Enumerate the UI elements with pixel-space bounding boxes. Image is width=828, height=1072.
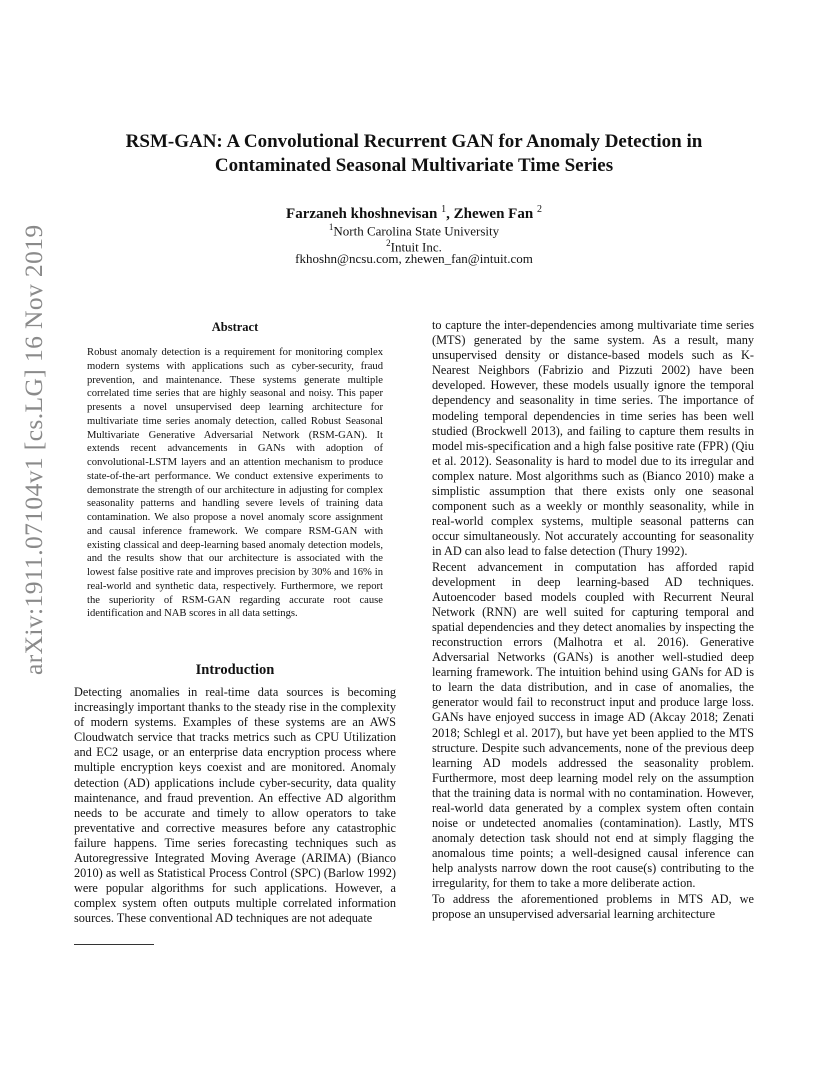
affiliation-name: Intuit Inc. xyxy=(390,239,442,255)
author-name: Zhewen Fan xyxy=(453,206,534,222)
paper-title xyxy=(100,130,728,178)
body-paragraph: to capture the inter-dependencies among multivariate time series (MTS) generated by the same system. As a result, many unsupervised density or distance-based models such as K-Nearest Neighbors (Fabrizio and Pizzuti 2002) have been developed. However, these models usually ignore the temporal dependency and seasonality in time series. The importance of modeling temporal dependencies in time series has been well studied (Brockwell 2013), and failing to capture them results in model mis-specification and a high false positive rate (FPR) (Qiu et al. 2012). Seasonality is hard to model due to its irregular and complex nature. Most algorithms such as (Bianco 2010) make a simplistic assumption that there exists only one seasonal component such as a weekly or monthly seasonality, while in real-world complex systems, multiple seasonal patterns can occur simultaneously. Not accurately accounting for seasonality in AD can also lead to false detection (Thury 1992). xyxy=(432,318,754,559)
author-emails: fkhoshn@ncsu.com, zhewen_fan@intuit.com xyxy=(295,251,533,266)
title-line-2: Contaminated Seasonal Multivariate Time Series xyxy=(214,155,614,176)
right-column xyxy=(432,318,754,922)
affiliation-name: North Carolina State University xyxy=(333,223,500,239)
abstract-heading: Abstract xyxy=(211,320,259,334)
introduction-heading: Introduction xyxy=(195,662,275,678)
affiliation-marker: 1 xyxy=(328,222,334,232)
author-name: Farzaneh khoshnevisan xyxy=(286,206,438,222)
author-separator: , xyxy=(446,206,454,222)
affiliation-marker: 1 xyxy=(441,204,447,215)
affiliation-marker: 2 xyxy=(536,204,542,215)
abstract-text: Robust anomaly detection is a requirement for monitoring complex modern systems with applications such as cyber-security, fraud prevention, and maintenance. These systems generate multiple correlated time series that are highly seasonal and noisy. This paper presents a novel unsupervised deep learning architecture for multivariate time series anomaly detection, called Robust Seasonal Multivariate Generative Adversarial Network (RSM-GAN). It extends recent advancements in GANs with adoption of convolutional-LSTM layers and an attention mechanism to produce state-of-the-art performance. We conduct extensive experiments to demonstrate the strength of our architecture in adjusting for complex seasonality patterns and handling severe levels of training data contamination. We also propose a novel anomaly score assignment and causal inference framework. We compare RSM-GAN with existing classical and deep-learning based anomaly detection models, and the results show that our architecture is associated with the lowest false positive rate and improves precision by 30% and 16% in real-world and synthetic data, respectively. Furthermore, we report the superiority of RSM-GAN regarding accurate root cause identification and NAB scores in all data settings. xyxy=(87,347,383,620)
affiliation-marker: 2 xyxy=(386,238,391,248)
body-paragraph: To address the aforementioned problems in MTS AD, we propose an unsupervised adversarial learning architecture xyxy=(432,891,754,921)
title-line-1: RSM-GAN: A Convolutional Recurrent GAN for Anomaly Detection in xyxy=(125,131,703,152)
introduction-paragraph: Detecting anomalies in real-time data sources is becoming increasingly important thanks to the steady rise in the complexity of modern systems. Examples of these systems are an AWS Cloudwatch service that tracks metrics such as CPU Utilization and EC2 usage, or an enterprise data encryption process where multiple encryption keys coexist and are monitored. Anomaly detection (AD) applications include cyber-security, data quality maintenance, and fraud prevention. An effective AD algorithm needs to be accurate and timely to allow operators to take preventative and corrective measures before any catastrophic failure happens. Time series forecasting techniques such as Autoregressive Integrated Moving Average (ARIMA) (Bianco 2010) as well as Statistical Process Control (SPC) (Barlow 1992) were popular algorithms for such applications. However, a complex system often outputs multiple correlated information sources. These conventional AD techniques are not adequate xyxy=(74,685,396,926)
footnote-rule xyxy=(74,944,154,945)
body-paragraph: Recent advancement in computation has afforded rapid development in deep learning-based AD techniques. Autoencoder based models coupled with Recurrent Neural Network (RNN) are well suited for capturing temporal and spatial dependencies and they detect anomalies by inspecting the reconstruction errors (Malhotra et al. 2016). Generative Adversarial Networks (GANs) is another well-studied deep learning framework. The intuition behind using GANs for AD is to learn the data distribution, and in case of anomalies, the generator would fail to reconstruct input and produce large loss. GANs have enjoyed success in image AD (Akcay 2018; Zenati 2018; Schlegl et al. 2017), but have yet been applied to the MTS structure. Despite such advancements, none of the previous deep learning AD models addressed the seasonality problem. Furthermore, most deep learning model rely on the assumption that the training data is normal with no contamination. However, real-world data generated by a complex system often contain noise or undetected anomalies (contamination). Lastly, MTS anomaly detection task should not end at simply flagging the anomalous time points; a well-designed causal inference can help analysts narrow down the root cause(s) contributing to the irregularity, for them to take a more deliberate action. xyxy=(432,559,754,891)
arxiv-identifier: arXiv:1911.07104v1 [cs.LG] 16 Nov 2019 xyxy=(19,224,48,675)
